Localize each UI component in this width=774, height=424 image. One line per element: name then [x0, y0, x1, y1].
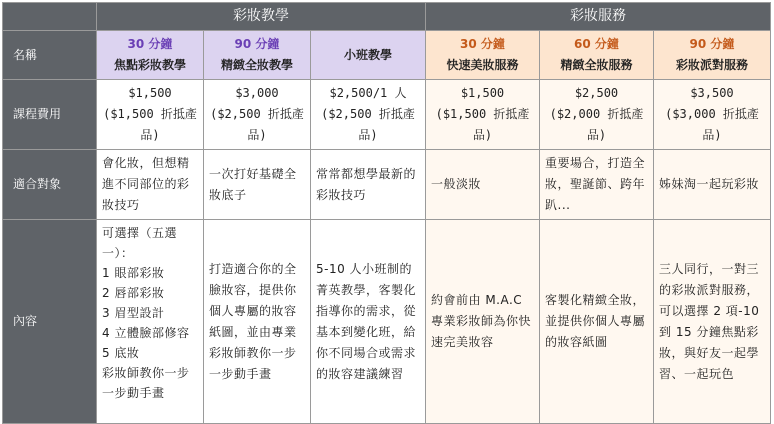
audience-cell: 一般淡妝: [426, 150, 540, 220]
price: $1,500: [460, 86, 505, 100]
fee-cell: [204, 80, 311, 150]
audience-cell: 常常都想學最新的彩妝技巧: [311, 150, 426, 220]
content-option: 3 眉型設計: [102, 306, 165, 320]
row-label-content: 內容: [3, 220, 97, 424]
fee-cell: [654, 80, 771, 150]
corner-cell: [3, 3, 97, 31]
service-name: 彩妝派對服務: [675, 58, 748, 72]
column-header: [311, 31, 426, 80]
duration-label: 30 分鐘: [127, 37, 173, 51]
price-note: ($1,500 折抵產品): [103, 107, 197, 142]
price-note: ($2,500 折抵產品): [321, 107, 415, 142]
content-option: 4 立體臉部修容: [102, 326, 190, 340]
course-name: 小班教學: [343, 47, 392, 62]
service-name: 快速美妝服務: [446, 58, 519, 72]
group-header-teaching: 彩妝教學: [97, 3, 426, 31]
makeup-pricing-table: [2, 2, 771, 424]
fee-cell: [97, 80, 204, 150]
column-header: [204, 31, 311, 80]
price: $3,000: [235, 86, 279, 100]
content-intro: 可選擇（五選一）：: [102, 226, 178, 260]
content-outro: 彩妝師教你一步一步動手畫: [102, 366, 190, 400]
content-cell: 三人同行，一對三的彩妝派對服務，可以選擇 2 項-10 到 15 分鐘焦點彩妝，與好友一起學習、一起玩色: [654, 220, 771, 424]
audience-cell: 會化妝，但想精進不同部位的彩妝技巧: [97, 150, 204, 220]
content-cell: [97, 220, 204, 424]
course-name: 焦點彩妝教學: [113, 58, 186, 72]
audience-cell: 一次打好基礎全妝底子: [204, 150, 311, 220]
content-cell: 5-10 人小班制的菁英教學，客製化指導你的需求，從基本到變化班，給你不同場合或需求的妝容建議練習: [311, 220, 426, 424]
column-header: [97, 31, 204, 80]
content-option: 5 底妝: [102, 346, 140, 360]
content-option: 2 唇部彩妝: [102, 286, 165, 300]
fee-cell: [311, 80, 426, 150]
audience-cell: 重要場合，打造全妝，聖誕節、跨年趴...: [540, 150, 654, 220]
content-cell: 打造適合你的全臉妝容，提供你個人專屬的妝容紙圖，並由專業彩妝師教你一步一步動手畫: [204, 220, 311, 424]
row-label-name: 名稱: [3, 31, 97, 80]
duration-label: 60 分鐘: [574, 37, 619, 51]
column-header: [540, 31, 654, 80]
price-note: ($1,500 折抵產品): [435, 107, 530, 142]
price-note: ($2,500 折抵產品): [210, 107, 304, 142]
audience-cell: 姊妹淘一起玩彩妝: [654, 150, 771, 220]
content-cell: 客製化精緻全妝，並提供你個人專屬的妝容紙圖: [540, 220, 654, 424]
fee-cell: [540, 80, 654, 150]
price: $3,500: [690, 86, 734, 100]
fee-cell: [426, 80, 540, 150]
price: $1,500: [128, 86, 172, 100]
duration-label: 90 分鐘: [689, 37, 735, 51]
course-name: 精緻全妝教學: [220, 58, 293, 72]
group-header-service: 彩妝服務: [426, 3, 771, 31]
service-name: 精緻全妝服務: [560, 58, 633, 72]
content-option: 1 眼部彩妝: [102, 266, 165, 280]
content-cell: 約會前由 M.A.C 專業彩妝師為你快速完美妝容: [426, 220, 540, 424]
column-header: [426, 31, 540, 80]
column-header: [654, 31, 771, 80]
price: $2,500/1 人: [329, 86, 407, 100]
price: $2,500: [574, 86, 619, 100]
price-note: ($3,000 折抵產品): [665, 107, 759, 142]
duration-label: 30 分鐘: [460, 37, 505, 51]
row-label-audience: 適合對象: [3, 150, 97, 220]
duration-label: 90 分鐘: [234, 37, 280, 51]
price-note: ($2,000 折抵產品): [549, 107, 644, 142]
row-label-fee: 課程費用: [3, 80, 97, 150]
